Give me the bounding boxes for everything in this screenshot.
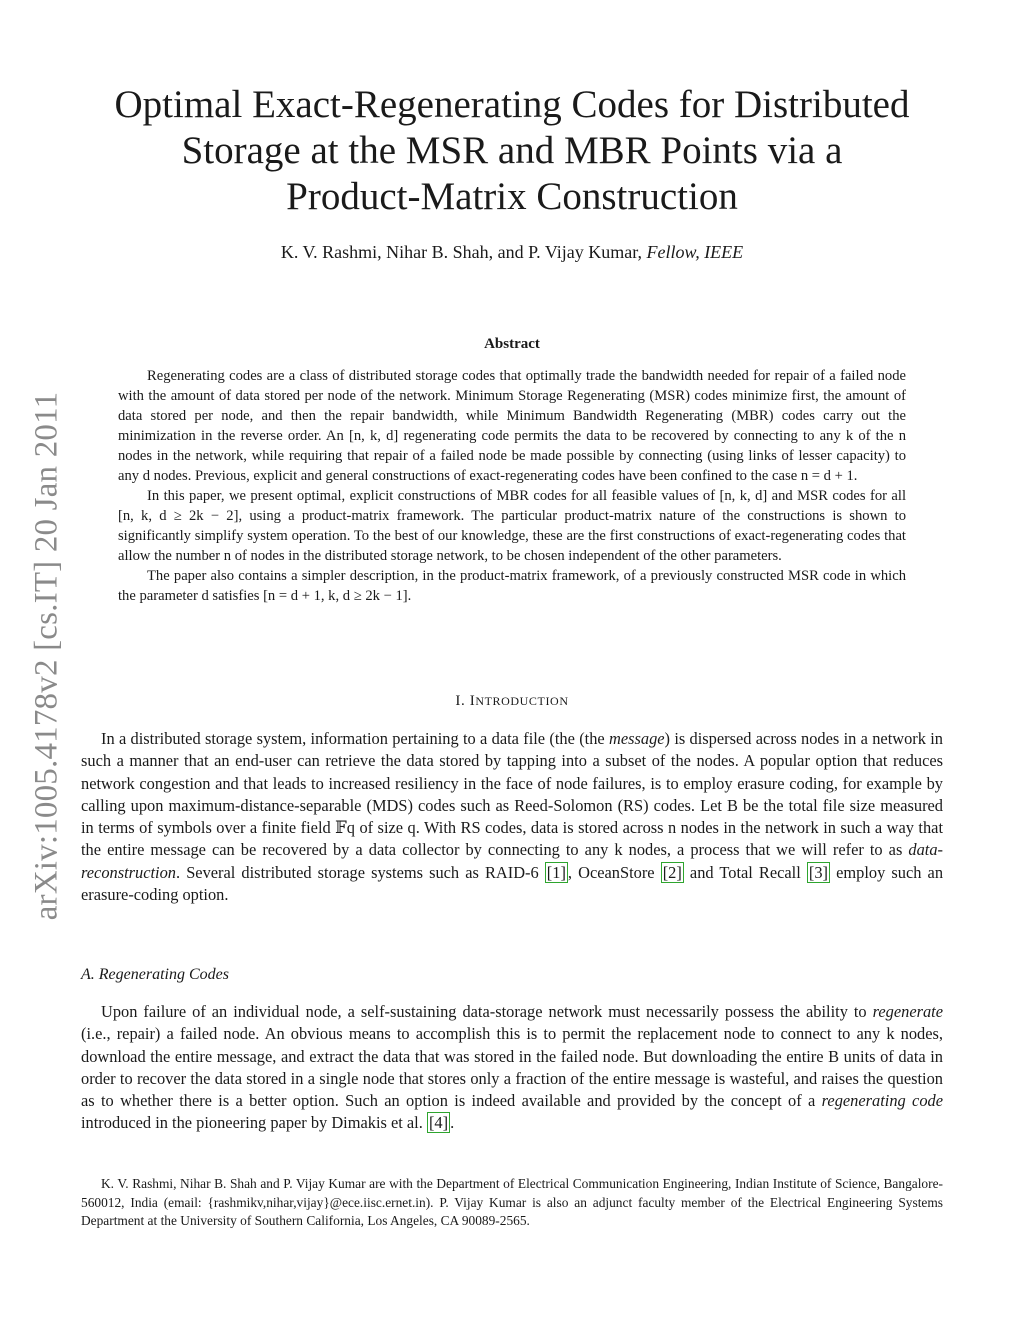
paper-title [80,82,944,220]
text-run: In a distributed storage system, information pertaining to a data file (the [101,729,575,748]
title-line: Storage at the MSR and MBR Points via a [181,129,843,172]
arxiv-identifier: arXiv:1005.4178v2 [cs.IT] 20 Jan 2011 [28,391,65,921]
emphasis-regenerating-code: regenerating code [821,1091,943,1111]
text-run: , OceanStore [567,862,655,882]
text-run: ) is dispersed across nodes in a network in such a manner that an end-user can retrieve the data stored by tapping into a subset of the nodes. A popular option that reduces network congestion and that leads to increased resiliency in the face of node failures, is to employ erasure coding, for example by calling upon maximum-distance-separable (MDS) codes such as Reed-Solomon (RS) codes. Let B be the total file size measured in terms of symbols over a finite field 𝔽q of size q. With RS codes, data is stored across n nodes in the network in such a way that the entire message can be recovered by a data collector by connecting to any k nodes, a process that we will refer to as [81,729,943,860]
text-run: and Total Recall [689,862,801,882]
author-names: K. V. Rashmi, Nihar B. Shah, and P. Vijay Kumar, [280,242,643,262]
section-heading-introduction [80,693,944,710]
abstract-paragraph: The paper also contains a simpler description, in the product-matrix framework, of a previously constructed MSR code in which the parameter d satisfies [n = d + 1, k, d ≥ 2k − 1]. [118,568,906,604]
introduction-body [81,728,943,906]
footnote-paragraph: K. V. Rashmi, Nihar B. Shah and P. Vijay Kumar are with the Department of Electrical Communication Engineering, Indian Institute of Science, Bangalore-560012, India (email: {rashmikv,nihar,vijay}@ece.iisc.ernet.in). P. Vijay Kumar is also an adjunct faculty member of the Electrical Engineering Systems Department at the University of Southern California, Los Angeles, CA 90089-2565. [81,1176,943,1228]
text-run: . [450,1113,455,1133]
title-line: Optimal Exact-Regenerating Codes for Distributed [114,83,910,126]
emphasis-data-reconstruction: data-reconstruction [81,840,943,882]
author-affiliation-footnote [81,1175,943,1231]
title-line: Product-Matrix Construction [286,175,738,218]
text-run: (i.e., repair) a failed node. An obvious means to accomplish this is to permit the replacement node to connect to any k nodes, download the entire message, and extract the data that was stored in the failed node. But downloading the entire B units of data in order to recover the data stored in a single node that stores only a fraction of the entire message is wasteful, and raises the question as to whether there is a better option. Such an option is indeed available and provided by the concept of a [81,1024,943,1111]
abstract-body [118,366,906,606]
introduction-paragraph: In a distributed storage system, information pertaining to a data file (the (the message) is dispersed across nodes in a network in such a manner that an end-user can retrieve the data stored by tapping into a subset of the nodes. A popular option that reduces network congestion and that leads to increased resiliency in the face of node failures, is to employ erasure coding, for example by calling upon maximum-distance-separable (MDS) codes such as Reed-Solomon (RS) codes. Let B be the total file size measured in terms of symbols over a finite field 𝔽q of size q. With RS codes, data is stored across n nodes in the network in such a way that the entire message can be recovered by a data collector by connecting to any k nodes, a process that we will refer to as data-reconstruction. Several distributed storage systems such as RAID-6 [1] , OceanStore [2] and Total Recall [3] employ such an erasure-coding option. [81,729,944,905]
section-title-initial: I [469,693,476,709]
emphasis-regenerate: regenerate [872,1002,943,1021]
abstract-heading: Abstract [484,336,540,352]
citation-link-3[interactable]: [3] [808,862,829,882]
text-run: Upon failure of an individual node, a self-sustaining data-storage network must necessarily possess the ability to [101,1002,867,1021]
section-title-rest: NTRODUCTION [475,694,569,708]
citation-link-1[interactable]: [1] [546,862,566,882]
citation-link-2[interactable]: [2] [662,862,682,882]
emphasis-message: message [609,729,665,748]
regenerating-codes-paragraph [81,1001,943,1135]
abstract-paragraph: In this paper, we present optimal, explicit constructions of MBR codes for all feasible values of [n, k, d] and MSR codes for all [n, k, d ≥ 2k − 2], using a product-matrix framework. The particular product-matrix nature of the constructions is shown to significantly simplify system operation. To the best of our knowledge, these are the first constructions of exact-regenerating codes that allow the number n of nodes in the distributed storage network, to be chosen independent of the other parameters. [118,488,906,564]
text-run: employ such an erasure-coding option. [81,862,944,905]
author-line [80,241,944,263]
regenerating-codes-body [81,1001,943,1135]
author-fellow-title: Fellow, IEEE [646,242,744,262]
text-run: introduced in the pioneering paper by Dimakis et al. [81,1113,423,1133]
text-run: . Several distributed storage systems such as RAID-6 [176,862,539,882]
subsection-heading-regenerating-codes: A. Regenerating Codes [81,966,229,983]
citation-link-4[interactable]: [4] [428,1113,449,1133]
section-numeral: I. [455,693,466,709]
abstract-paragraph: Regenerating codes are a class of distributed storage codes that optimally trade the bandwidth needed for repair of a failed node with the amount of data stored per node of the network. Minimum Storage Regenerating (MSR) codes minimize first, the amount of data stored per node, and then the repair bandwidth, while Minimum Bandwidth Regenerating (MBR) codes carry out the minimization in the reverse order. An [n, k, d] regenerating code permits the data to be recovered by connecting to any k of the n nodes in the network, while requiring that repair of a failed node be made possible by connecting (using links of lesser capacity) to any d nodes. Previous, explicit and general constructions of exact-regenerating codes have been confined to the case n = d + 1. [118,368,906,484]
